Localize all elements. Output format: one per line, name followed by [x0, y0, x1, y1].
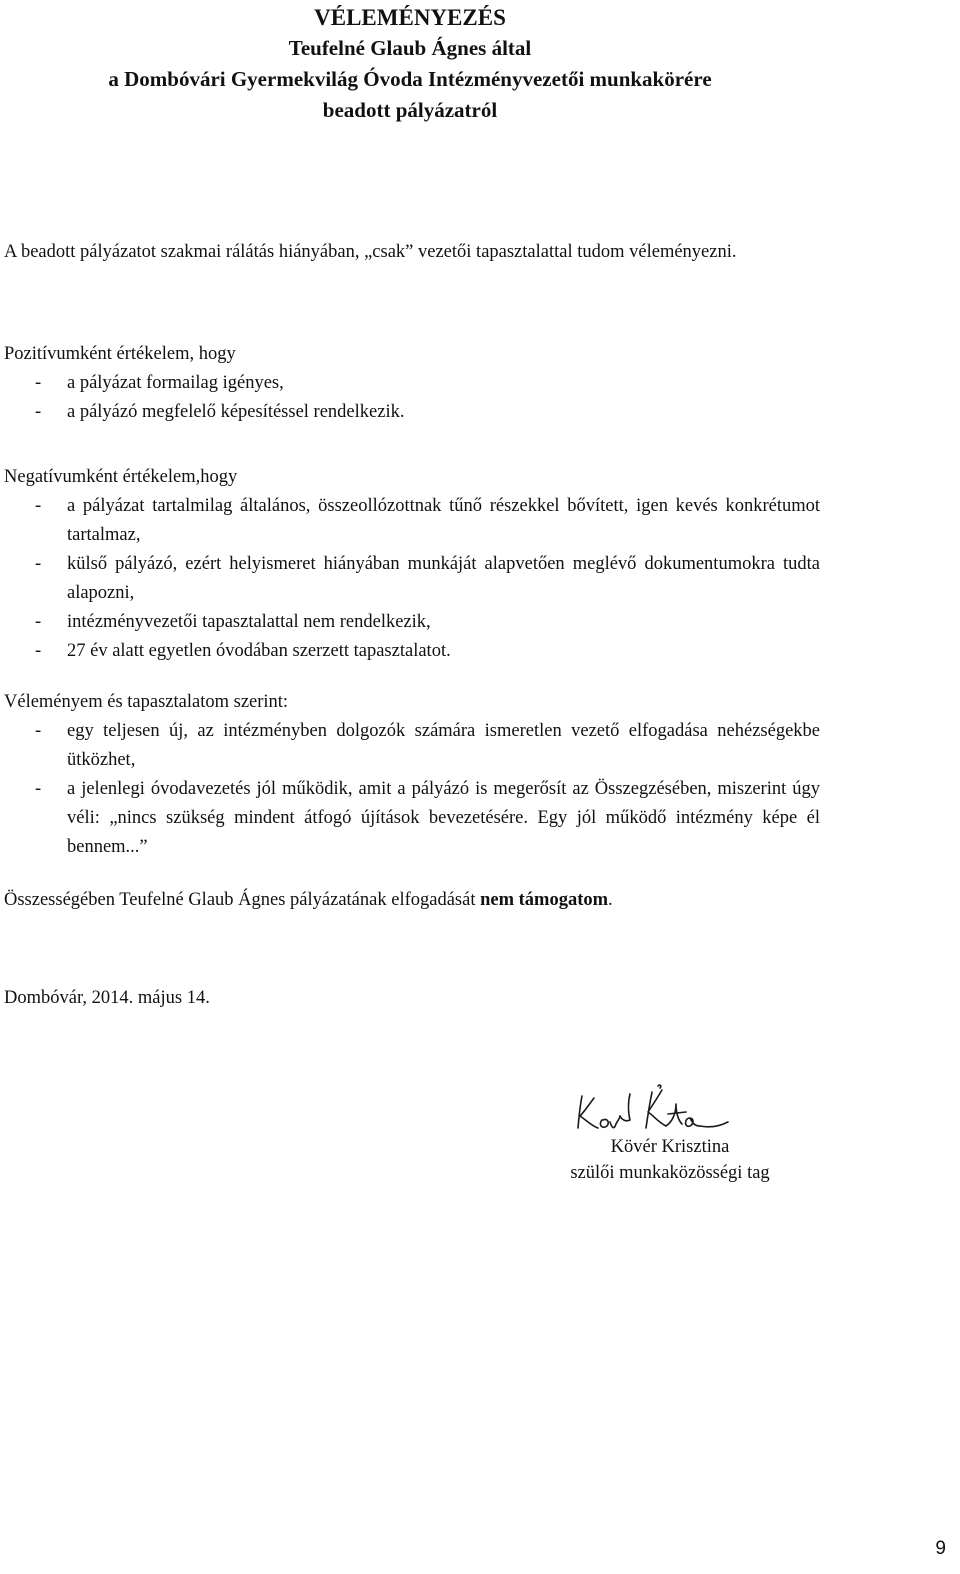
- negative-section: [4, 463, 820, 666]
- conclusion-prefix: Összességében Teufelné Glaub Ágnes pályázatának elfogadását: [4, 890, 481, 910]
- handwritten-signature: [560, 1082, 760, 1134]
- positive-heading: Pozitívumként értékelem, hogy: [4, 344, 236, 364]
- negative-item-1: - a pályázat tartalmilag általános, összeollózottnak tűnő részekkel bővített, igen kevés konkrétumot tartalmaz,: [4, 492, 820, 550]
- positive-section: [4, 340, 820, 427]
- opinion-list: [4, 717, 820, 862]
- conclusion-emphasis: nem támogatom: [480, 890, 609, 910]
- negative-heading: Negatívumként értékelem,hogy: [4, 467, 238, 487]
- title-line-4: beadott pályázatról: [322, 98, 498, 122]
- signatory-role: szülői munkaközösségi tag: [570, 1163, 770, 1183]
- conclusion-paragraph: [4, 886, 820, 915]
- opinion-section: [4, 688, 820, 862]
- positive-list: [4, 369, 820, 427]
- place-date: Dombóvár, 2014. május 14.: [4, 988, 210, 1008]
- negative-item-3: - intézményvezetői tapasztalattal nem rendelkezik,: [4, 608, 820, 637]
- signatory-name: Kövér Krisztina: [610, 1137, 730, 1157]
- intro-paragraph: A beadott pályázatot szakmai rálátás hiányában, „csak” vezetői tapasztalattal tudom véleményezni.: [4, 242, 737, 262]
- opinion-item-2: - a jelenlegi óvodavezetés jól működik, amit a pályázó is megerősít az Összegzésében, miszerint úgy véli: „nincs szükség mindent átfogó újítások bevezetésére. Egy jól működő intézmény képe él bennem...”: [4, 775, 820, 862]
- negative-item-2: - külső pályázó, ezért helyismeret hiányában munkáját alapvetően meglévő dokumentumokra tudta alapozni,: [4, 550, 820, 608]
- negative-item-4: - 27 év alatt egyetlen óvodában szerzett tapasztalatot.: [4, 637, 820, 666]
- negative-list: [4, 492, 820, 666]
- document-title: [0, 2, 820, 126]
- page-number: 9: [935, 1538, 946, 1559]
- positive-item-1: - a pályázat formailag igényes,: [4, 369, 820, 398]
- opinion-heading: Véleményem és tapasztalatom szerint:: [4, 692, 289, 712]
- title-line-1: VÉLEMÉNYEZÉS: [314, 5, 506, 30]
- opinion-item-1: - egy teljesen új, az intézményben dolgozók számára ismeretlen vezető elfogadása nehézségekbe ütközhet,: [4, 717, 820, 775]
- conclusion-suffix: .: [608, 890, 613, 910]
- title-line-3: a Dombóvári Gyermekvilág Óvoda Intézményvezetői munkakörére: [108, 67, 712, 91]
- title-line-2: Teufelné Glaub Ágnes által: [288, 36, 532, 60]
- positive-item-2: - a pályázó megfelelő képesítéssel rendelkezik.: [4, 398, 820, 427]
- signature-block: [540, 1082, 800, 1186]
